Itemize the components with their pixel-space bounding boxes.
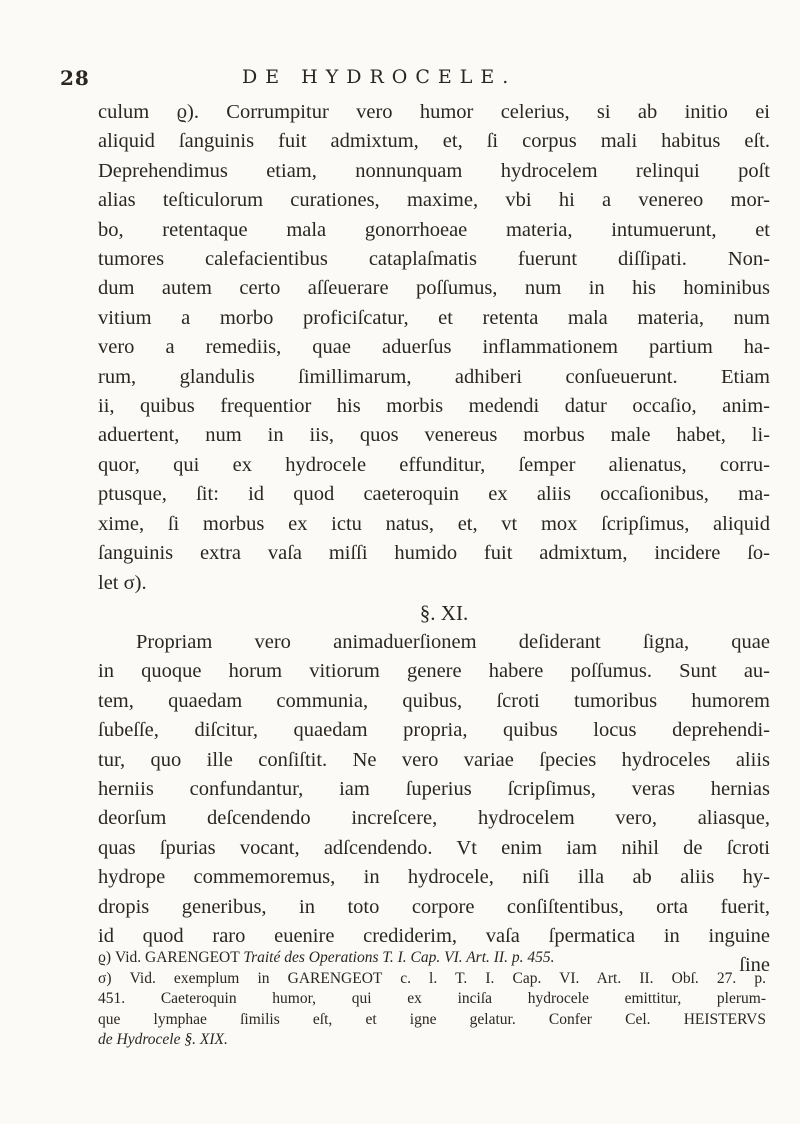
text-line: bo, retentaque mala gonorrhoeae materia, intumuerunt, et: [98, 218, 770, 241]
running-title: DE HYDROCELE.: [242, 66, 517, 88]
text-line: id quod raro euenire crediderim, vaſa ſpermatica in inguine: [98, 924, 770, 947]
text-line: quor, qui ex hydrocele effunditur, ſemper alienatus, corru-: [98, 453, 770, 476]
text-line: dropis generibus, in toto corpore conſiſtentibus, orta fuerit,: [98, 895, 770, 918]
text-line: herniis confundantur, iam ſuperius ſcripſimus, veras hernias: [98, 777, 770, 800]
page-number: 28: [60, 66, 90, 90]
text-line: vero a remediis, quae aduerſus inflammationem partium ha-: [98, 336, 770, 359]
text-line: dum autem certo aſſeuerare poſſumus, num in his hominibus: [98, 277, 770, 300]
text-line: quas ſpurias vocant, adſcendendo. Vt enim iam nihil de ſcroti: [98, 836, 770, 859]
text-line: tumores calefacientibus cataplaſmatis fuerunt diſſipati. Non-: [98, 248, 770, 271]
footnotes: [98, 948, 766, 1051]
text-line: tur, quo ille conſiſtit. Ne vero variae ſpecies hydroceles aliis: [98, 748, 770, 771]
paragraph-1: [98, 98, 770, 598]
text-line: aduertent, num in iis, quos venereus morbus male habet, li-: [98, 424, 770, 447]
catchword: ſine: [739, 954, 770, 977]
text-line: tem, quaedam communia, quibus, ſcroti tumoribus humorem: [98, 689, 770, 712]
text-line: ptusque, ſit: id quod caeteroquin ex aliis occaſionibus, ma-: [98, 483, 770, 506]
footnote-citation: Traité des Operations T. I. Cap. VI. Art. II. p. 455.: [243, 949, 555, 966]
text-line: in quoque horum vitiorum genere habere poſſumus. Sunt au-: [98, 660, 770, 683]
footnote-2-line: de Hydrocele §. XIX.: [98, 1031, 228, 1048]
main-text: [98, 98, 770, 981]
text-line: let σ).: [98, 571, 147, 594]
text-line: culum ϱ). Corrumpitur vero humor celerius, si ab initio ei: [98, 101, 770, 123]
text-line: ii, quibus frequentior his morbis medendi datur occaſio, anim-: [98, 395, 770, 418]
paragraph-2: [98, 628, 770, 981]
text-line: rum, glandulis ſimillimarum, adhiberi conſueuerunt. Etiam: [98, 365, 770, 388]
footnote-2-line: σ) Vid. exemplum in GARENGEOT c. l. T. I. Cap. VI. Art. II. Obſ. 27. p.: [98, 969, 766, 987]
footnote-2-line: que lymphae ſimilis eſt, et igne gelatur. Confer Cel. HEISTERVS: [98, 1010, 766, 1028]
text-line: alias teſticulorum curationes, maxime, vbi hi a venereo mor-: [98, 189, 770, 212]
footnote-2-line: 451. Caeteroquin humor, qui ex inciſa hydrocele emittitur, plerum-: [98, 990, 766, 1007]
footnote-text: Vid. GARENGEOT: [114, 949, 244, 966]
text-line: deorſum deſcendendo increſcere, hydrocelem vero, aliasque,: [98, 807, 770, 830]
text-line: aliquid ſanguinis fuit admixtum, et, ſi corpus mali habitus eſt.: [98, 130, 770, 153]
text-line: vitium a morbo proficiſcatur, et retenta mala materia, num: [98, 306, 770, 329]
footnote-marker: ϱ): [98, 949, 112, 966]
page-header: [0, 66, 800, 96]
text-line: ſanguinis extra vaſa miſſi humido fuit admixtum, incidere ſo-: [98, 542, 770, 565]
text-line: hydrope commemoremus, in hydrocele, niſi illa ab aliis hy-: [98, 866, 770, 889]
text-line: Propriam vero animaduerſionem deſiderant ſigna, quae: [136, 630, 770, 653]
text-line: xime, ſi morbus ex ictu natus, et, vt mox ſcripſimus, aliquid: [98, 512, 770, 535]
text-line: Deprehendimus etiam, nonnunquam hydrocelem relinqui poſt: [98, 159, 770, 182]
text-line: ſubeſſe, diſcitur, quaedam propria, quibus locus deprehendi-: [98, 719, 770, 742]
footnote-1: [98, 948, 766, 969]
section-heading: §. XI.: [419, 600, 469, 625]
